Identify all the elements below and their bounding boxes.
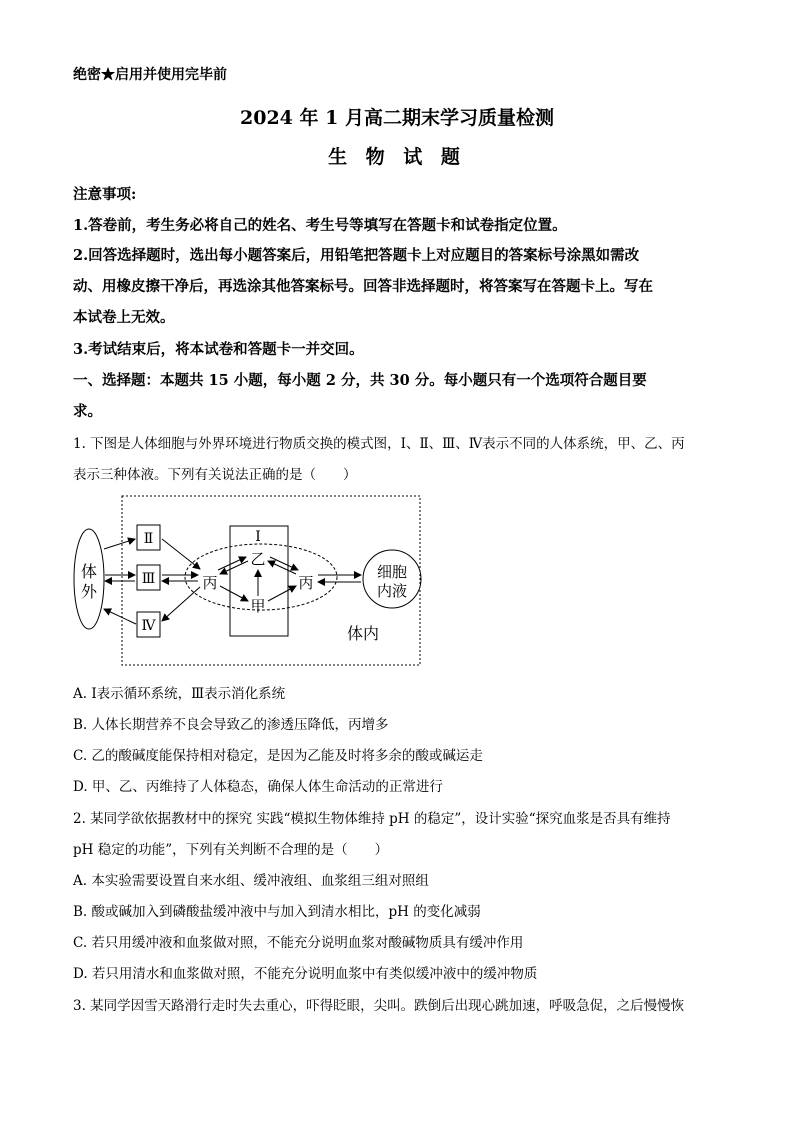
notice-line-1: 1.答卷前，考生务必将自己的姓名、考生号等填写在答题卡和试卷指定位置。 [73, 217, 567, 234]
cell-fluid-line1: 细胞 [376, 563, 408, 581]
section-heading-line2: 求。 [73, 403, 102, 420]
q1-option-c: C. 乙的酸碱度能保持相对稳定，是因为乙能及时将多余的酸或碱运走 [73, 748, 483, 764]
system-1-label: Ⅰ [255, 529, 261, 545]
q1-diagram [72, 495, 424, 667]
subject-title: 生 物 试 题 [328, 146, 466, 168]
notice-line-3: 动、用橡皮擦干净后，再选涂其他答案标号。回答非选择题时，将答案写在答题卡上。写在 [73, 278, 653, 295]
fluid-bing-right: 丙 [298, 574, 314, 592]
notice-line-2: 2.回答选择题时，选出每小题答案后，用铅笔把答题卡上对应题目的答案标号涂黑如需改 [73, 247, 640, 264]
section-heading-line1: 一、选择题：本题共 15 小题，每小题 2 分，共 30 分。每小题只有一个选项符合题目要 [73, 372, 647, 389]
outside-char-2: 外 [80, 582, 98, 601]
inside-label: 体内 [346, 624, 380, 643]
q1-option-a: A. Ⅰ表示循环系统，Ⅲ表示消化系统 [73, 686, 286, 702]
notice-line-4: 本试卷上无效。 [73, 309, 175, 326]
fluid-yi: 乙 [250, 550, 266, 568]
notice-line-5: 3.考试结束后，将本试卷和答题卡一并交回。 [73, 341, 364, 358]
q2-option-b: B. 酸或碱加入到磷酸盐缓冲液中与加入到清水相比，pH 的变化减弱 [73, 904, 481, 920]
q2-stem-line1: 2. 某同学欲依据教材中的探究 实践“模拟生物体维持 pH 的稳定”，设计实验“探究血浆是否具有维持 [73, 811, 671, 827]
q1-option-b: B. 人体长期营养不良会导致乙的渗透压降低，丙增多 [73, 717, 389, 733]
q3-stem-line1: 3. 某同学因雪天路滑行走时失去重心，吓得眨眼，尖叫。跌倒后出现心跳加速，呼吸急促，之后慢慢恢 [73, 998, 685, 1014]
q1-stem-line1: 1. 下图是人体细胞与外界环境进行物质交换的模式图，Ⅰ、Ⅱ、Ⅲ、Ⅳ表示不同的人体系统，甲、乙、丙 [73, 436, 685, 452]
notice-heading: 注意事项: [73, 186, 137, 203]
q2-option-a: A. 本实验需要设置自来水组、缓冲液组、血浆组三组对照组 [73, 873, 429, 889]
system-2-label: Ⅱ [143, 531, 154, 547]
q1-stem-line2: 表示三种体液。下列有关说法正确的是（ ） [73, 467, 357, 483]
q1-option-d: D. 甲、乙、丙维持了人体稳态，确保人体生命活动的正常进行 [73, 779, 443, 795]
system-4-label: Ⅳ [141, 618, 156, 634]
fluid-bing-left: 丙 [202, 574, 218, 592]
q2-stem-line2: pH 稳定的功能”，下列有关判断不合理的是（ ） [73, 842, 389, 858]
q2-option-c: C. 若只用缓冲液和血浆做对照，不能充分说明血浆对酸碱物质具有缓冲作用 [73, 935, 524, 951]
q2-option-d: D. 若只用清水和血浆做对照，不能充分说明血浆中有类似缓冲液中的缓冲物质 [73, 966, 538, 982]
cell-fluid-line2: 内液 [376, 582, 408, 600]
fluid-jia: 甲 [250, 597, 266, 615]
system-3-label: Ⅲ [141, 571, 156, 587]
outside-char-1: 体 [80, 562, 98, 581]
exam-title: 2024 年 1 月高二期末学习质量检测 [240, 107, 554, 129]
secret-label: 绝密★启用并使用完毕前 [73, 67, 227, 83]
